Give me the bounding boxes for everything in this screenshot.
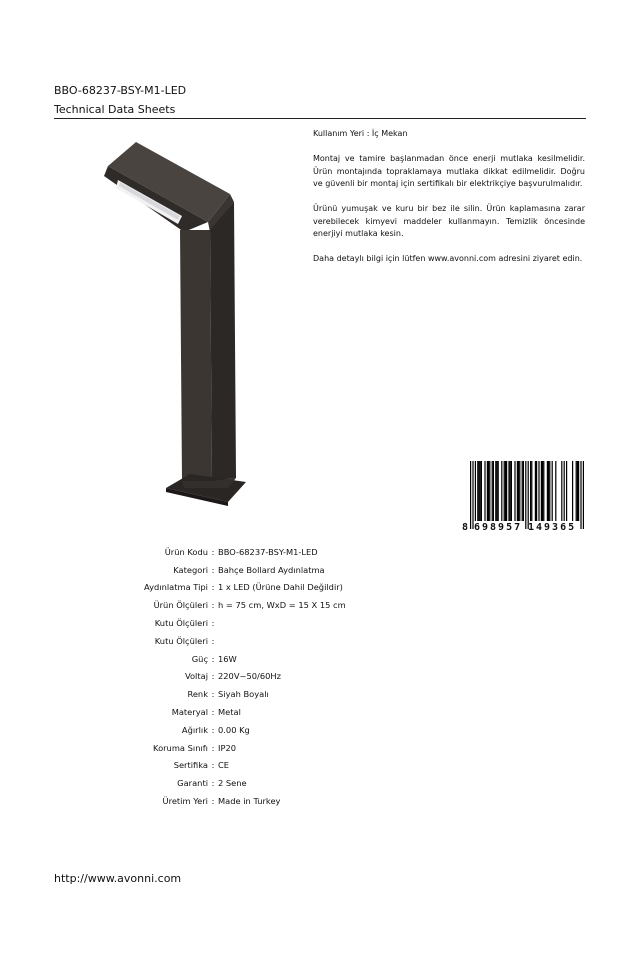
spec-row: [54, 561, 346, 579]
spec-separator: :: [211, 707, 215, 718]
product-code-heading: BBO-68237-BSY-M1-LED: [54, 84, 187, 97]
spec-value: h = 75 cm, WxD = 15 X 15 cm: [218, 600, 346, 611]
spec-value: 2 Sene: [218, 778, 247, 789]
spec-value: 1 x LED (Ürüne Dahil Değildir): [218, 582, 343, 593]
barcode-bar: [488, 461, 489, 521]
barcode-bar: [517, 461, 518, 521]
spec-separator: :: [211, 546, 215, 557]
spec-value: 0.00 Kg: [218, 724, 250, 735]
safety-paragraph: Montaj ve tamire başlanmadan önce enerji mutlaka kesilmelidir. Ürün montajında topraklamaya mutlaka dikkat edilmelidir. Doğru ve güvenli bir montaj için sertifikalı bir elektrikçiye başvurulmalıdır.: [313, 153, 585, 189]
barcode-bar: [487, 461, 488, 521]
spec-value: Bahçe Bollard Aydınlatma: [218, 564, 325, 575]
spec-label: Ağırlık: [181, 724, 208, 735]
barcode-bar: [538, 461, 539, 521]
barcode-bar: [495, 461, 496, 521]
spec-label: Ürün Ölçüleri: [153, 600, 208, 611]
barcode-bar: [511, 461, 512, 521]
barcode-bar: [577, 461, 578, 521]
barcode-bar: [542, 461, 543, 521]
spec-label: Koruma Sınıfı: [153, 742, 208, 753]
barcode-digits-left: 698957: [474, 522, 523, 533]
spec-separator: :: [211, 635, 215, 646]
spec-label: Garanti: [177, 778, 208, 789]
barcode-bar: [525, 461, 526, 529]
cleaning-paragraph: Ürünü yumuşak ve kuru bir bez ile silin. Ürün kaplamasına zarar verebilecek kimyevi maddeler kullanmayın. Temizlik öncesinde enerjiyi mutlaka kesin.: [313, 204, 585, 239]
barcode-bar: [508, 461, 509, 521]
document-subtitle: Technical Data Sheets: [54, 103, 176, 116]
spec-row: [54, 774, 346, 792]
barcode: [462, 461, 586, 535]
barcode-bar: [501, 461, 502, 521]
barcode-bar: [564, 461, 565, 521]
barcode-bar: [484, 461, 485, 521]
barcode-bar: [470, 461, 471, 529]
barcode-bar: [578, 461, 579, 521]
spec-separator: :: [211, 778, 215, 789]
spec-label: Renk: [187, 689, 208, 700]
barcode-bar: [475, 461, 476, 521]
spec-separator: :: [211, 796, 215, 807]
barcode-bar: [528, 461, 529, 529]
spec-row: [54, 614, 346, 632]
spec-row: [54, 650, 346, 668]
barcode-bar: [472, 461, 473, 529]
spec-value: Siyah Boyalı: [218, 689, 269, 700]
spec-label: Üretim Yeri: [162, 796, 208, 807]
barcode-bar: [519, 461, 520, 521]
spec-separator: :: [211, 742, 215, 753]
spec-separator: :: [211, 671, 215, 682]
barcode-bar: [547, 461, 548, 521]
barcode-bar: [496, 461, 497, 521]
spec-label: Kategori: [173, 564, 208, 575]
barcode-bar: [543, 461, 544, 521]
spec-row: [54, 543, 346, 561]
spec-value: IP20: [218, 742, 237, 753]
spec-row: [54, 632, 346, 650]
barcode-digit-first: 8: [462, 522, 469, 533]
barcode-bar: [481, 461, 482, 521]
spec-value: Made in Turkey: [218, 796, 281, 807]
bollard-lamp-icon: [100, 136, 260, 508]
barcode-bar: [505, 461, 506, 521]
barcode-bar: [552, 461, 553, 521]
spec-table: [54, 543, 346, 810]
barcode-bar: [478, 461, 479, 521]
barcode-bar: [506, 461, 507, 521]
barcode-bar: [548, 461, 549, 521]
barcode-bar: [530, 461, 531, 521]
usage-location: Kullanım Yeri : İç Mekan: [313, 129, 408, 138]
barcode-bar: [572, 461, 573, 521]
spec-separator: :: [211, 600, 215, 611]
spec-row: [54, 721, 346, 739]
info-column: [313, 128, 585, 278]
barcode-bar: [561, 461, 562, 521]
barcode-bar: [498, 461, 499, 521]
spec-row: [54, 596, 346, 614]
spec-label: Kutu Ölçüleri: [154, 618, 208, 629]
barcode-bar: [566, 461, 567, 521]
barcode-bar: [493, 461, 494, 521]
barcode-digits-right: 149365: [528, 522, 577, 533]
barcode-bar: [535, 461, 536, 521]
spec-label: Voltaj: [184, 671, 208, 682]
spec-value: 16W: [218, 653, 237, 664]
barcode-bar: [541, 461, 542, 521]
barcode-bar: [504, 461, 505, 521]
spec-row: [54, 703, 346, 721]
spec-label: Güç: [191, 653, 208, 664]
spec-separator: :: [211, 689, 215, 700]
barcode-bar: [510, 461, 511, 521]
spec-separator: :: [211, 653, 215, 664]
spec-row: [54, 739, 346, 757]
spec-separator: :: [211, 618, 215, 629]
barcode-bar: [514, 461, 515, 521]
barcode-bar: [480, 461, 481, 521]
spec-row: [54, 757, 346, 775]
spec-row: [54, 685, 346, 703]
barcode-bar: [536, 461, 537, 521]
barcode-bar: [489, 461, 490, 521]
barcode-bar: [583, 461, 584, 529]
spec-value: CE: [218, 760, 230, 771]
spec-separator: :: [211, 724, 215, 735]
spec-separator: :: [211, 582, 215, 593]
barcode-bar: [522, 461, 523, 521]
spec-label: Kutu Ölçüleri: [154, 635, 208, 646]
header-divider: [54, 118, 586, 119]
barcode-bar: [576, 461, 577, 521]
spec-value: 220V~50/60Hz: [218, 671, 281, 682]
website-paragraph: Daha detaylı bilgi için lütfen www.avonni.com adresini ziyaret edin.: [313, 254, 583, 264]
spec-label: Materyal: [171, 707, 208, 718]
spec-row: [54, 792, 346, 810]
spec-row: [54, 579, 346, 597]
spec-label: Aydınlatma Tipi: [144, 582, 208, 593]
spec-separator: :: [211, 564, 215, 575]
spec-row: [54, 668, 346, 686]
barcode-bar: [523, 461, 524, 521]
spec-label: Ürün Kodu: [164, 546, 208, 557]
spec-value: Metal: [218, 707, 241, 718]
spec-separator: :: [211, 760, 215, 771]
barcode-bar: [477, 461, 478, 521]
barcode-bar: [580, 461, 581, 529]
barcode-bar: [549, 461, 550, 521]
footer-website-link[interactable]: http://www.avonni.com: [54, 872, 182, 885]
barcode-bar: [555, 461, 556, 521]
barcode-bar: [531, 461, 532, 521]
spec-label: Sertifika: [173, 760, 208, 771]
barcode-bar: [492, 461, 493, 521]
barcode-bar: [518, 461, 519, 521]
spec-value: BBO-68237-BSY-M1-LED: [218, 546, 318, 557]
